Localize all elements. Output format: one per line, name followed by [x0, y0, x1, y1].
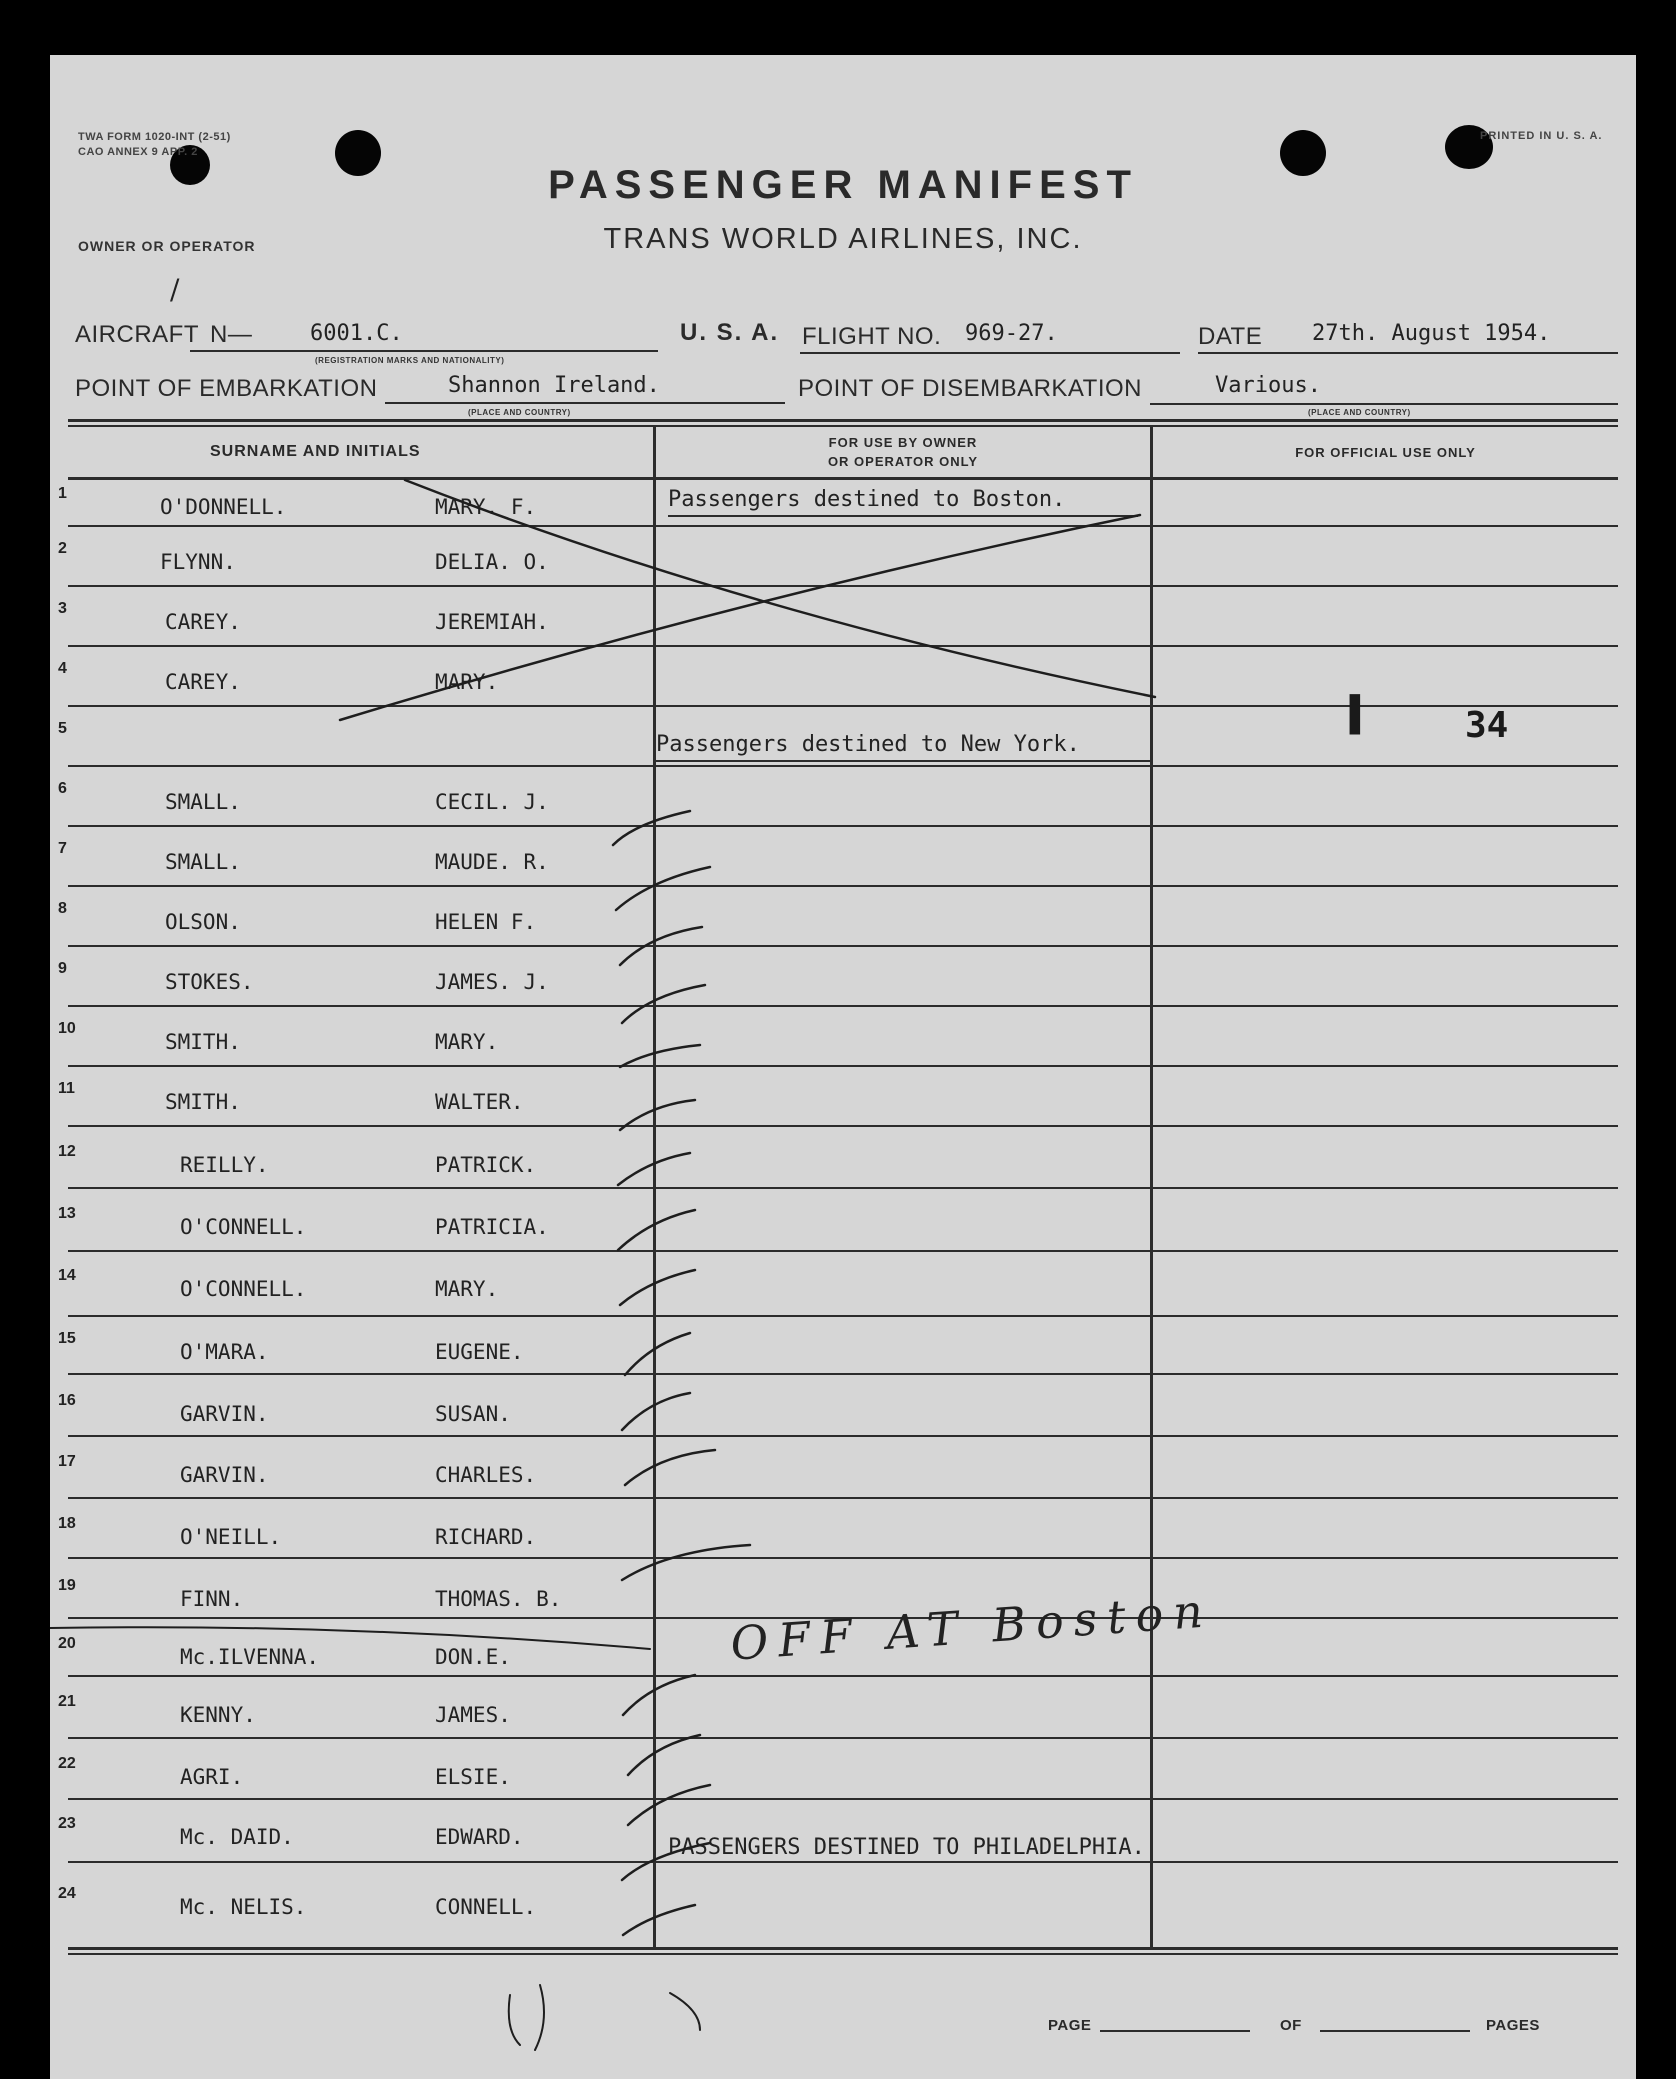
passenger-surname: O'CONNELL.: [180, 1215, 307, 1239]
row-number: 14: [58, 1267, 76, 1284]
col-header-owner-use-line2: OR OPERATOR ONLY: [827, 454, 979, 469]
passenger-surname: SMALL.: [165, 850, 241, 874]
passenger-surname: KENNY.: [180, 1703, 256, 1727]
aircraft-value: 6001.C.: [310, 321, 403, 346]
row-number: 21: [58, 1693, 76, 1710]
passenger-surname: FINN.: [180, 1587, 244, 1611]
cross-out-stroke: [340, 515, 1140, 720]
footer-of-label: OF: [1280, 2017, 1302, 2034]
row-number: 5: [58, 720, 67, 737]
flight-label: FLIGHT NO.: [802, 323, 942, 350]
disembarkation-sublabel: (PLACE AND COUNTRY): [1308, 408, 1411, 417]
row-number: 11: [58, 1080, 75, 1097]
passenger-given-names: ELSIE.: [435, 1765, 511, 1789]
passenger-surname: SMALL.: [165, 790, 241, 814]
passenger-surname: FLYNN.: [160, 550, 236, 574]
passenger-given-names: DELIA. O.: [435, 550, 549, 574]
row-number: 6: [58, 780, 67, 797]
check-mark: [618, 1153, 690, 1185]
embarkation-sublabel: (PLACE AND COUNTRY): [468, 408, 571, 417]
passenger-surname: SMITH.: [165, 1030, 241, 1054]
check-mark: [623, 1905, 695, 1935]
passenger-given-names: MARY. F.: [435, 495, 537, 519]
passenger-given-names: SUSAN.: [435, 1402, 511, 1426]
check-mark: [625, 1450, 715, 1485]
col-header-owner-use-line1: FOR USE BY OWNER: [828, 435, 978, 450]
owner-value: /: [170, 273, 180, 306]
passenger-surname: O'DONNELL.: [160, 495, 287, 519]
passenger-surname: Mc. NELIS.: [180, 1895, 307, 1919]
col-header-official: FOR OFFICIAL USE ONLY: [1295, 445, 1476, 460]
stray-mark: [670, 1993, 700, 2030]
row-number: 8: [58, 900, 67, 917]
passenger-surname: CAREY.: [165, 670, 241, 694]
flight-value: 969-27.: [965, 321, 1058, 346]
passenger-given-names: JEREMIAH.: [435, 610, 549, 634]
official-number: 34: [1465, 705, 1509, 746]
row-number: 18: [58, 1515, 76, 1532]
passenger-given-names: MARY.: [435, 670, 499, 694]
embarkation-label: POINT OF EMBARKATION: [75, 375, 378, 402]
aircraft-label: AIRCRAFT: [75, 321, 199, 348]
passenger-given-names: JAMES. J.: [435, 970, 549, 994]
passenger-surname: O'CONNELL.: [180, 1277, 307, 1301]
row-number: 19: [58, 1577, 76, 1594]
row-number: 22: [58, 1755, 76, 1772]
passenger-given-names: EDWARD.: [435, 1825, 524, 1849]
passenger-surname: CAREY.: [165, 610, 241, 634]
row-number: 1: [58, 485, 67, 502]
passenger-surname: GARVIN.: [180, 1402, 269, 1426]
note-new-york: Passengers destined to New York.: [656, 732, 1080, 757]
form-code-line1: TWA FORM 1020-INT (2-51): [78, 131, 231, 143]
row-number: 9: [58, 960, 67, 977]
date-label: DATE: [1198, 323, 1263, 350]
stray-mark: [509, 1985, 544, 2050]
check-mark: [616, 867, 710, 910]
row-number: 20: [58, 1635, 76, 1652]
passenger-surname: SMITH.: [165, 1090, 241, 1114]
check-mark: [620, 1045, 700, 1067]
row-number: 17: [58, 1453, 76, 1470]
strike-through-row-19: [50, 1627, 650, 1649]
check-mark: [625, 1333, 690, 1375]
note-philadelphia: PASSENGERS DESTINED TO PHILADELPHIA.: [668, 1835, 1145, 1860]
check-mark: [620, 927, 702, 965]
passenger-given-names: DON.E.: [435, 1645, 511, 1669]
aircraft-prefix: N—: [210, 321, 253, 348]
passenger-surname: O'MARA.: [180, 1340, 269, 1364]
airline-name: TRANS WORLD AIRLINES, INC.: [603, 223, 1083, 255]
passenger-surname: GARVIN.: [180, 1463, 269, 1487]
date-value: 27th. August 1954.: [1312, 321, 1551, 346]
row-number: 24: [58, 1885, 76, 1902]
footer-pages-label: PAGES: [1486, 2017, 1540, 2034]
check-mark: [618, 1210, 695, 1250]
disembarkation-label: POINT OF DISEMBARKATION: [798, 375, 1142, 402]
row-number: 4: [58, 660, 67, 677]
passenger-given-names: PATRICK.: [435, 1153, 537, 1177]
passenger-surname: OLSON.: [165, 910, 241, 934]
footer-page-label: PAGE: [1048, 2017, 1092, 2034]
note-boston: Passengers destined to Boston.: [668, 487, 1066, 512]
check-mark: [628, 1735, 700, 1775]
row-number: 13: [58, 1205, 76, 1222]
check-mark: [622, 1393, 690, 1430]
handwritten-off-at-boston: OFF AT Boston: [728, 1583, 1215, 1671]
passenger-given-names: EUGENE.: [435, 1340, 524, 1364]
cross-out-stroke: [405, 480, 1155, 697]
check-mark: [623, 1675, 695, 1715]
embarkation-value: Shannon Ireland.: [448, 373, 660, 398]
row-number: 15: [58, 1330, 76, 1347]
passenger-given-names: MAUDE. R.: [435, 850, 549, 874]
manifest-document: [50, 55, 1636, 2079]
row-number: 23: [58, 1815, 76, 1832]
row-number: 2: [58, 540, 67, 557]
check-mark: [628, 1785, 710, 1825]
printed-in-usa: PRINTED IN U. S. A.: [1480, 130, 1603, 142]
check-mark: [622, 1843, 710, 1880]
passenger-given-names: HELEN F.: [435, 910, 537, 934]
handwritten-marks: [50, 55, 1636, 2079]
check-mark: [613, 811, 690, 845]
passenger-given-names: WALTER.: [435, 1090, 524, 1114]
official-stamp-mark: ▌: [1350, 695, 1371, 735]
passenger-given-names: CECIL. J.: [435, 790, 549, 814]
row-number: 3: [58, 600, 67, 617]
check-mark: [620, 1100, 695, 1130]
passenger-given-names: RICHARD.: [435, 1525, 537, 1549]
passenger-surname: STOKES.: [165, 970, 254, 994]
passenger-given-names: CHARLES.: [435, 1463, 537, 1487]
passenger-surname: REILLY.: [180, 1153, 269, 1177]
row-number: 16: [58, 1392, 76, 1409]
passenger-surname: Mc. DAID.: [180, 1825, 294, 1849]
passenger-given-names: CONNELL.: [435, 1895, 537, 1919]
passenger-given-names: MARY.: [435, 1277, 499, 1301]
row-number: 7: [58, 840, 67, 857]
passenger-given-names: MARY.: [435, 1030, 499, 1054]
owner-label: OWNER OR OPERATOR: [78, 238, 256, 254]
row-number: 10: [58, 1020, 76, 1037]
passenger-given-names: PATRICIA.: [435, 1215, 549, 1239]
passenger-given-names: JAMES.: [435, 1703, 511, 1727]
check-mark: [620, 1270, 695, 1305]
passenger-surname: Mc.ILVENNA.: [180, 1645, 320, 1669]
passenger-given-names: THOMAS. B.: [435, 1587, 562, 1611]
passenger-surname: O'NEILL.: [180, 1525, 282, 1549]
form-code-line2: CAO ANNEX 9 APP. 2: [78, 146, 198, 158]
passenger-surname: AGRI.: [180, 1765, 244, 1789]
check-mark: [622, 1545, 750, 1580]
row-number: 12: [58, 1143, 76, 1160]
disembarkation-value: Various.: [1215, 373, 1321, 398]
col-header-names: SURNAME AND INITIALS: [210, 443, 421, 460]
aircraft-sublabel: (REGISTRATION MARKS AND NATIONALITY): [315, 356, 505, 365]
document-title: PASSENGER MANIFEST: [548, 163, 1138, 207]
country-label: U. S. A.: [680, 319, 780, 346]
check-mark: [622, 985, 705, 1023]
